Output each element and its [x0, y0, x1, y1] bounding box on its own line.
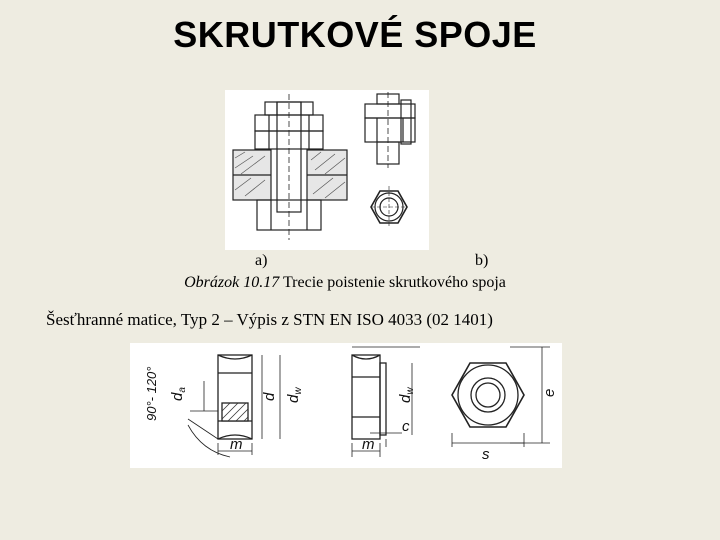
dim-dw: $d_w$: [285, 387, 304, 403]
bolt-joint-figure: [225, 90, 429, 250]
bolt-joint-drawing: [225, 90, 429, 250]
hex-nut-drawing: [130, 343, 562, 468]
dim-m-middle: m: [362, 436, 375, 453]
dim-s: s: [482, 446, 490, 463]
hex-nut-figure: [130, 343, 562, 468]
angle-label: 90°- 120°: [144, 366, 159, 421]
dim-d: d: [261, 392, 278, 401]
dim-c: c: [402, 418, 410, 435]
description-text: Šesťhranné matice, Typ 2 – Výpis z STN EN ISO 4033 (02 1401): [46, 310, 493, 329]
dim-da: $d_a$: [169, 387, 188, 401]
figure-label-b: b): [475, 252, 489, 269]
dim-m-left: m: [230, 436, 243, 453]
slide-title: SKRUTKOVÉ SPOJE: [173, 14, 537, 55]
figure-caption-text: Trecie poistenie skrutkového spoja: [279, 274, 506, 291]
dim-e: e: [541, 388, 558, 397]
figure-caption-prefix: Obrázok 10.17: [184, 274, 280, 291]
dim-dw-middle: $d_w$: [397, 387, 416, 403]
figure-caption: [0, 274, 690, 292]
figure-label-a: a): [255, 252, 268, 269]
